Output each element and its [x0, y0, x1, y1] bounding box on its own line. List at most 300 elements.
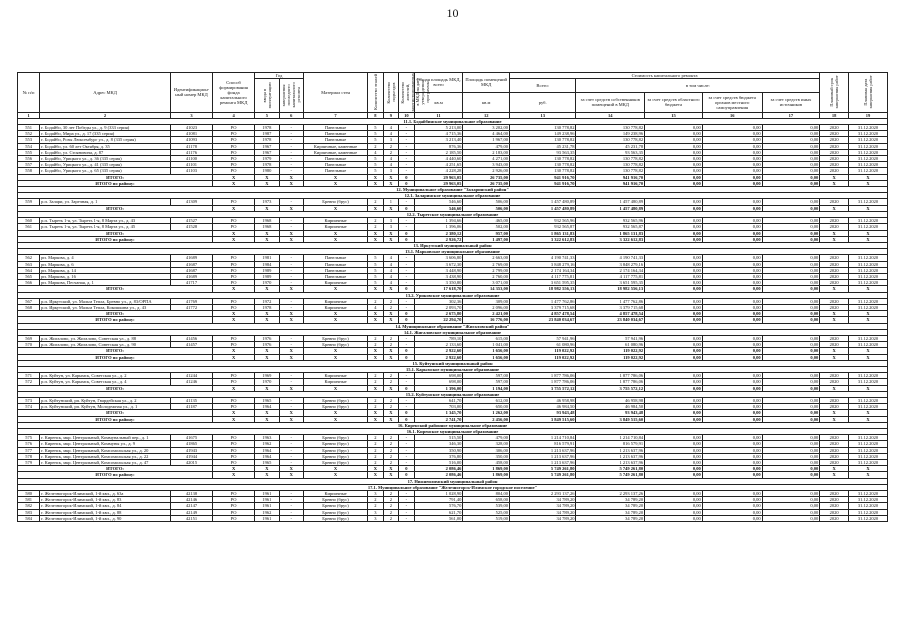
table-cell: 2 — [368, 453, 384, 459]
table-cell: 816 579,91 — [576, 441, 645, 447]
table-cell: 583 — [18, 509, 40, 515]
table-cell: РО — [213, 143, 255, 149]
table-cell: 41687 — [170, 261, 212, 267]
table-cell: 558 — [18, 168, 40, 174]
table-cell: 0,00 — [762, 224, 820, 230]
table-cell: 0,00 — [645, 354, 703, 360]
table-cell: X — [383, 205, 399, 211]
table-cell: Бревно (брус) — [303, 447, 367, 453]
total-label: ИТОГО: — [18, 385, 213, 391]
table-cell: 34 789,20 — [576, 515, 645, 521]
table-cell: 1 457 480,89 — [509, 199, 575, 205]
table-cell: г. Бодайбо, Урицкого ул., д. 65 (335 серия) — [40, 168, 171, 174]
table-cell: 560 — [18, 218, 40, 224]
table-cell: 1989 — [255, 267, 279, 273]
table-cell: 789,10 — [414, 335, 463, 341]
table-cell: 2 086,46 — [414, 472, 463, 478]
table-cell: 0,00 — [702, 509, 762, 515]
table-cell: 1961 — [255, 497, 279, 503]
table-cell: X — [303, 180, 367, 186]
header-incl: в том числе: — [576, 79, 820, 93]
table-cell: X — [303, 410, 367, 416]
table-cell: - — [279, 199, 303, 205]
table-cell: Бревно (брус) — [303, 397, 367, 403]
table-cell: 346,30 — [414, 441, 463, 447]
table-cell: 3 — [383, 168, 399, 174]
table-cell: X — [820, 311, 849, 317]
table-cell: - — [279, 168, 303, 174]
table-cell: 0 — [399, 410, 415, 416]
table-cell: 0 — [399, 354, 415, 360]
table-cell: 0,00 — [762, 410, 820, 416]
table-cell: 41769 — [170, 298, 212, 304]
table-cell: 34 789,20 — [576, 509, 645, 515]
header-residents: Количество жителей, зарегистрированных в МКД на дату утверждения программы — [400, 72, 431, 112]
table-cell: 0,00 — [702, 149, 762, 155]
table-cell: 3 448,90 — [414, 267, 463, 273]
table-cell: X — [213, 311, 255, 317]
table-cell: 41865 — [170, 441, 212, 447]
table-cell: г. Бодайбо, Розы Люксембург ул., д. 8 (335 серия) — [40, 137, 171, 143]
table-cell: 42149 — [170, 509, 212, 515]
table-cell: X — [255, 410, 279, 416]
table-cell: 0,00 — [702, 156, 762, 162]
table-cell: 0,00 — [762, 472, 820, 478]
table-cell: Бревно (брус) — [303, 199, 367, 205]
table-cell: 4 440,60 — [414, 156, 463, 162]
total-label: ИТОГО по району: — [18, 416, 213, 422]
table-cell: 31.12.2020 — [849, 149, 888, 155]
table-cell: г. Железногорск-Илимский, 1-й квл., д. 63а — [40, 491, 171, 497]
table-cell: X — [255, 236, 279, 242]
table-cell: 2 185,50 — [414, 149, 463, 155]
table-cell: X — [213, 385, 255, 391]
table-cell: 1965 — [255, 460, 279, 466]
table-cell: Бревно (брус) — [303, 515, 367, 521]
table-cell: - — [279, 460, 303, 466]
table-cell: 4 190 741,33 — [576, 255, 645, 261]
table-cell: 1965 — [255, 397, 279, 403]
table-cell: 1 194,00 — [463, 385, 510, 391]
table-cell: 1 457 480,89 — [576, 205, 645, 211]
table-cell: - — [279, 491, 303, 497]
table-cell: 2 — [383, 497, 399, 503]
table-cell: 2020 — [820, 224, 849, 230]
table-cell: 0,00 — [702, 317, 762, 323]
table-cell: X — [849, 286, 888, 292]
table-cell: 957,00 — [463, 230, 510, 236]
table-cell: 0,00 — [702, 162, 762, 168]
table-cell: 149 238,96 — [576, 131, 645, 137]
table-cell: 18 982 556,13 — [509, 286, 575, 292]
table-cell: 5 — [368, 273, 384, 279]
table-cell: 2 — [383, 143, 399, 149]
table-cell: 3 — [368, 509, 384, 515]
table-cell: 0,00 — [702, 298, 762, 304]
table-cell: 350,90 — [414, 447, 463, 453]
table-cell: 0,00 — [645, 342, 703, 348]
table-cell: X — [303, 466, 367, 472]
table-cell: РО — [213, 267, 255, 273]
table-cell: 2 922,60 — [414, 348, 463, 354]
table-cell: РО — [213, 162, 255, 168]
table-cell: 1 — [383, 199, 399, 205]
table-cell: 0 — [399, 472, 415, 478]
table-cell: 0,00 — [702, 199, 762, 205]
table-cell: Кирпичные — [303, 280, 367, 286]
table-cell: 551 — [18, 125, 40, 131]
table-cell: X — [279, 311, 303, 317]
table-cell: 0,00 — [762, 255, 820, 261]
total-label: ИТОГО по району: — [18, 236, 213, 242]
table-cell: 0,00 — [645, 348, 703, 354]
table-cell: 932 565,87 — [576, 224, 645, 230]
table-cell: 580 — [18, 491, 40, 497]
table-cell: 0,00 — [762, 162, 820, 168]
table-cell: 41527 — [170, 218, 212, 224]
table-cell: X — [849, 230, 888, 236]
table-cell: 566 — [18, 280, 40, 286]
table-cell: X — [820, 348, 849, 354]
table-cell: 0,00 — [762, 168, 820, 174]
table-cell: 556 — [18, 156, 40, 162]
table-cell: 2 — [383, 460, 399, 466]
table-cell: 0,00 — [702, 354, 762, 360]
table-cell: 0,00 — [762, 286, 820, 292]
table-cell: Панельные — [303, 131, 367, 137]
table-cell: X — [368, 180, 384, 186]
table-cell: 2 — [368, 497, 384, 503]
table-cell: 581 — [18, 497, 40, 503]
table-cell: X — [820, 354, 849, 360]
section-title: 12.2. Тыретское муниципальное образование — [18, 211, 888, 217]
table-cell: 0,00 — [702, 311, 762, 317]
table-cell: 41023 — [170, 125, 212, 131]
table-cell: - — [399, 255, 415, 261]
table-cell: 3 438,90 — [414, 273, 463, 279]
table-cell: 1 877 786,06 — [509, 373, 575, 379]
table-cell: X — [303, 385, 367, 391]
table-cell: 5 — [368, 261, 384, 267]
table-cell: 26 735,00 — [463, 174, 510, 180]
table-cell: 0,00 — [762, 317, 820, 323]
table-cell: РО — [213, 435, 255, 441]
table-cell: г. Киренск, мкр. Центральный, Комсомольская ул., д. 47 — [40, 460, 171, 466]
table-cell: рп. Маркова, д. 4 — [40, 255, 171, 261]
table-cell: 1961 — [255, 491, 279, 497]
table-cell: 1987 — [255, 131, 279, 137]
table-cell: 479,00 — [463, 435, 510, 441]
table-cell: X — [279, 472, 303, 478]
table-cell: 2 — [368, 441, 384, 447]
column-number: 19 — [849, 112, 888, 118]
table-cell: 577 — [18, 447, 40, 453]
table-cell: Панельные — [303, 125, 367, 131]
table-cell: 41675 — [170, 435, 212, 441]
table-cell: Кирпичные, каменные — [303, 149, 367, 155]
table-cell: 2 380,12 — [414, 230, 463, 236]
table-cell: 41244 — [170, 373, 212, 379]
table-cell: 41081 — [170, 131, 212, 137]
table-cell: X — [368, 205, 384, 211]
table-cell: X — [820, 466, 849, 472]
table-cell: Кирпичные — [303, 298, 367, 304]
table-cell: 578 — [18, 453, 40, 459]
table-cell: 31.12.2020 — [849, 224, 888, 230]
table-cell: 0,00 — [762, 348, 820, 354]
table-cell: 2 — [383, 379, 399, 385]
table-cell: 29 963,05 — [414, 174, 463, 180]
table-cell: X — [279, 416, 303, 422]
table-cell: 41093 — [170, 137, 212, 143]
table-cell: 0,00 — [645, 125, 703, 131]
table-cell: 17 618,70 — [414, 286, 463, 292]
table-cell: 804,00 — [463, 491, 510, 497]
table-cell: 41772 — [170, 304, 212, 310]
table-cell: 0,00 — [762, 416, 820, 422]
table-cell: 1 028,90 — [414, 491, 463, 497]
table-cell: 0,00 — [645, 466, 703, 472]
table-cell: 0,00 — [645, 404, 703, 410]
table-cell: X — [820, 317, 849, 323]
table-cell: 1 477 762,86 — [509, 298, 575, 304]
table-cell: 0,00 — [762, 342, 820, 348]
table-cell: РО — [213, 447, 255, 453]
table-cell: 1963 — [255, 435, 279, 441]
table-cell: 2020 — [820, 447, 849, 453]
table-cell: 1969 — [255, 373, 279, 379]
table-cell: 4 — [368, 304, 384, 310]
table-cell: 2020 — [820, 131, 849, 137]
table-cell: 41187 — [170, 404, 212, 410]
table-cell: Бревно (брус) — [303, 497, 367, 503]
table-cell: 0,00 — [762, 447, 820, 453]
table-cell: 0,00 — [702, 342, 762, 348]
table-cell: 2 — [383, 397, 399, 403]
table-cell: 3 651 595,35 — [576, 280, 645, 286]
table-cell: 1964 — [255, 447, 279, 453]
table-cell: 31.12.2020 — [849, 515, 888, 521]
table-cell: Кирпичные — [303, 218, 367, 224]
table-cell: 41103 — [170, 168, 212, 174]
table-cell: 571 — [18, 373, 40, 379]
table-cell: РО — [213, 453, 255, 459]
table-cell: 1 396,06 — [414, 224, 463, 230]
table-cell: X — [303, 205, 367, 211]
table-cell: 0 — [399, 416, 415, 422]
table-cell: 2020 — [820, 460, 849, 466]
table-cell: - — [279, 149, 303, 155]
table-cell: 46 984,50 — [576, 404, 645, 410]
table-cell: - — [279, 397, 303, 403]
table-cell: 0,00 — [645, 453, 703, 459]
table-cell: 564 — [18, 267, 40, 273]
section-title: 12. Муниципальное образование "Заларинский район" — [18, 187, 888, 193]
table-cell: 2020 — [820, 453, 849, 459]
table-cell: 41456 — [170, 335, 212, 341]
table-cell: X — [213, 354, 255, 360]
table-cell: 0,00 — [702, 335, 762, 341]
table-cell: 1978 — [255, 304, 279, 310]
total-label: ИТОГО: — [18, 286, 213, 292]
table-cell: 2020 — [820, 156, 849, 162]
table-cell: 4 — [383, 131, 399, 137]
table-cell: 0,00 — [702, 441, 762, 447]
table-cell: X — [279, 466, 303, 472]
table-cell: 31.12.2020 — [849, 131, 888, 137]
table-cell: - — [279, 298, 303, 304]
table-cell: 2 — [383, 441, 399, 447]
table-cell: 0,00 — [645, 156, 703, 162]
table-cell: - — [279, 447, 303, 453]
table-cell: 1 214 710,84 — [509, 435, 575, 441]
table-cell: РО — [213, 224, 255, 230]
table-cell: X — [383, 410, 399, 416]
table-cell: X — [849, 410, 888, 416]
table-cell: 506,00 — [463, 199, 510, 205]
column-number: 16 — [702, 112, 762, 118]
table-cell: 2 — [368, 224, 384, 230]
table-cell: 3 — [383, 224, 399, 230]
table-cell: 0,00 — [645, 298, 703, 304]
table-cell: 31.12.2020 — [849, 435, 888, 441]
table-cell: РО — [213, 156, 255, 162]
table-cell: 568 — [18, 304, 40, 310]
column-number: 18 — [820, 112, 849, 118]
table-cell: 612,00 — [463, 397, 510, 403]
table-cell: 3 350,80 — [414, 280, 463, 286]
section-title: 13. Иркутский муниципальный район — [18, 242, 888, 248]
table-cell: 2020 — [820, 335, 849, 341]
table-cell: 1 656,00 — [463, 348, 510, 354]
table-cell: 0,00 — [645, 385, 703, 391]
table-cell: 31.12.2020 — [849, 447, 888, 453]
table-cell: 4 — [383, 261, 399, 267]
table-cell: 0,00 — [762, 230, 820, 236]
table-cell: 2 096,00 — [463, 304, 510, 310]
table-cell: 119 022,92 — [509, 354, 575, 360]
table-cell: 1 394,66 — [414, 218, 463, 224]
table-cell: 4 271,00 — [463, 156, 510, 162]
table-cell: 0,00 — [762, 156, 820, 162]
table-cell: - — [279, 143, 303, 149]
table-cell: РО — [213, 131, 255, 137]
table-cell: 4 228,28 — [414, 168, 463, 174]
table-row — [18, 460, 888, 466]
table-cell: - — [279, 404, 303, 410]
table-cell: 22 294,70 — [414, 317, 463, 323]
table-cell: 3 849 515,60 — [576, 416, 645, 422]
table-cell: г. Бодайбо, 30 лет Победы ул., д. 9 (333 серия) — [40, 125, 171, 131]
table-cell: 0,00 — [702, 515, 762, 521]
table-cell: 5 213,00 — [414, 125, 463, 131]
table-cell: 2 799,00 — [463, 267, 510, 273]
table-cell: 2020 — [820, 497, 849, 503]
column-number: 2 — [40, 112, 171, 118]
table-cell: - — [279, 162, 303, 168]
table-cell: 130 778,82 — [509, 162, 575, 168]
table-cell: Бревно (брус) — [303, 335, 367, 341]
header-unit-sqm-2: кв.м — [463, 92, 510, 112]
table-cell: 1967 — [255, 143, 279, 149]
table-cell: 34 789,20 — [509, 515, 575, 521]
table-cell: г. Железногорск-Илимский, 1-й квл., д. 90 — [40, 515, 171, 521]
table-cell: - — [399, 379, 415, 385]
table-cell: 0,00 — [702, 143, 762, 149]
table-cell: 0,00 — [702, 373, 762, 379]
table-header — [18, 73, 888, 119]
header-total-cost: Всего: — [509, 79, 575, 93]
table-cell: 0,00 — [762, 304, 820, 310]
table-cell: 2 — [368, 460, 384, 466]
table-cell: 554 — [18, 143, 40, 149]
table-cell: г. Железногорск-Илимский, 1-й квл., д. 88 — [40, 509, 171, 515]
table-cell: рп. Маркова, д. 14 — [40, 267, 171, 273]
table-cell: X — [849, 466, 888, 472]
table-cell: 0 — [399, 311, 415, 317]
table-cell: Панельные — [303, 137, 367, 143]
table-cell: 42146 — [170, 497, 212, 503]
section-title: 11.1. Бодайбинское муниципальное образование — [18, 118, 888, 124]
table-cell: 31.12.2020 — [849, 255, 888, 261]
table-cell: 1970 — [255, 280, 279, 286]
table-cell: X — [849, 354, 888, 360]
table-cell: X — [383, 311, 399, 317]
table-cell: 479,00 — [463, 143, 510, 149]
table-cell: 3 322 612,83 — [576, 236, 645, 242]
table-cell: 4 117 775,81 — [576, 273, 645, 279]
table-cell: 3 379 715,68 — [509, 304, 575, 310]
table-cell: X — [255, 311, 279, 317]
table-cell: X — [820, 174, 849, 180]
table-cell: - — [399, 280, 415, 286]
table-cell: 0,00 — [702, 491, 762, 497]
table-cell: 1972 — [255, 298, 279, 304]
table-cell: 1984 — [255, 261, 279, 267]
table-cell: РО — [213, 515, 255, 521]
table-cell: 1978 — [255, 162, 279, 168]
table-cell: 1961 — [255, 503, 279, 509]
column-number: 5 — [255, 112, 279, 118]
table-cell: 0,00 — [762, 149, 820, 155]
header-wall: Материал стен — [303, 73, 367, 113]
table-cell: 1962 — [255, 441, 279, 447]
table-cell: X — [368, 311, 384, 317]
table-cell: 567 — [18, 298, 40, 304]
table-cell: X — [279, 180, 303, 186]
table-cell: 2020 — [820, 441, 849, 447]
table-cell: 0,00 — [645, 435, 703, 441]
table-cell: РО — [213, 503, 255, 509]
table-cell: 2 741,70 — [414, 416, 463, 422]
table-cell: р.п. Куйтунский, рп. Куйтун, Молодежная ул., д. 1 — [40, 404, 171, 410]
table-cell: 31.12.2020 — [849, 168, 888, 174]
table-cell: 2 — [368, 379, 384, 385]
table-cell: 525,00 — [463, 509, 510, 515]
column-number: 12 — [463, 112, 510, 118]
table-cell: 0,00 — [702, 460, 762, 466]
table-cell: 3 943,00 — [463, 162, 510, 168]
table-cell: 1 213 637,96 — [576, 453, 645, 459]
table-cell: 1 396,00 — [414, 385, 463, 391]
table-cell: р.п. Тыреть 1-я, ул. Тыреть 1-я, 8 Марта ул., д. 43 — [40, 218, 171, 224]
table-cell: 328,00 — [463, 441, 510, 447]
table-cell: 306,00 — [463, 447, 510, 453]
table-cell: 1 213 637,96 — [576, 460, 645, 466]
table-cell: 0,00 — [645, 230, 703, 236]
table-cell: - — [279, 267, 303, 273]
header-cost-group: Стоимость капитального ремонта — [509, 73, 819, 79]
